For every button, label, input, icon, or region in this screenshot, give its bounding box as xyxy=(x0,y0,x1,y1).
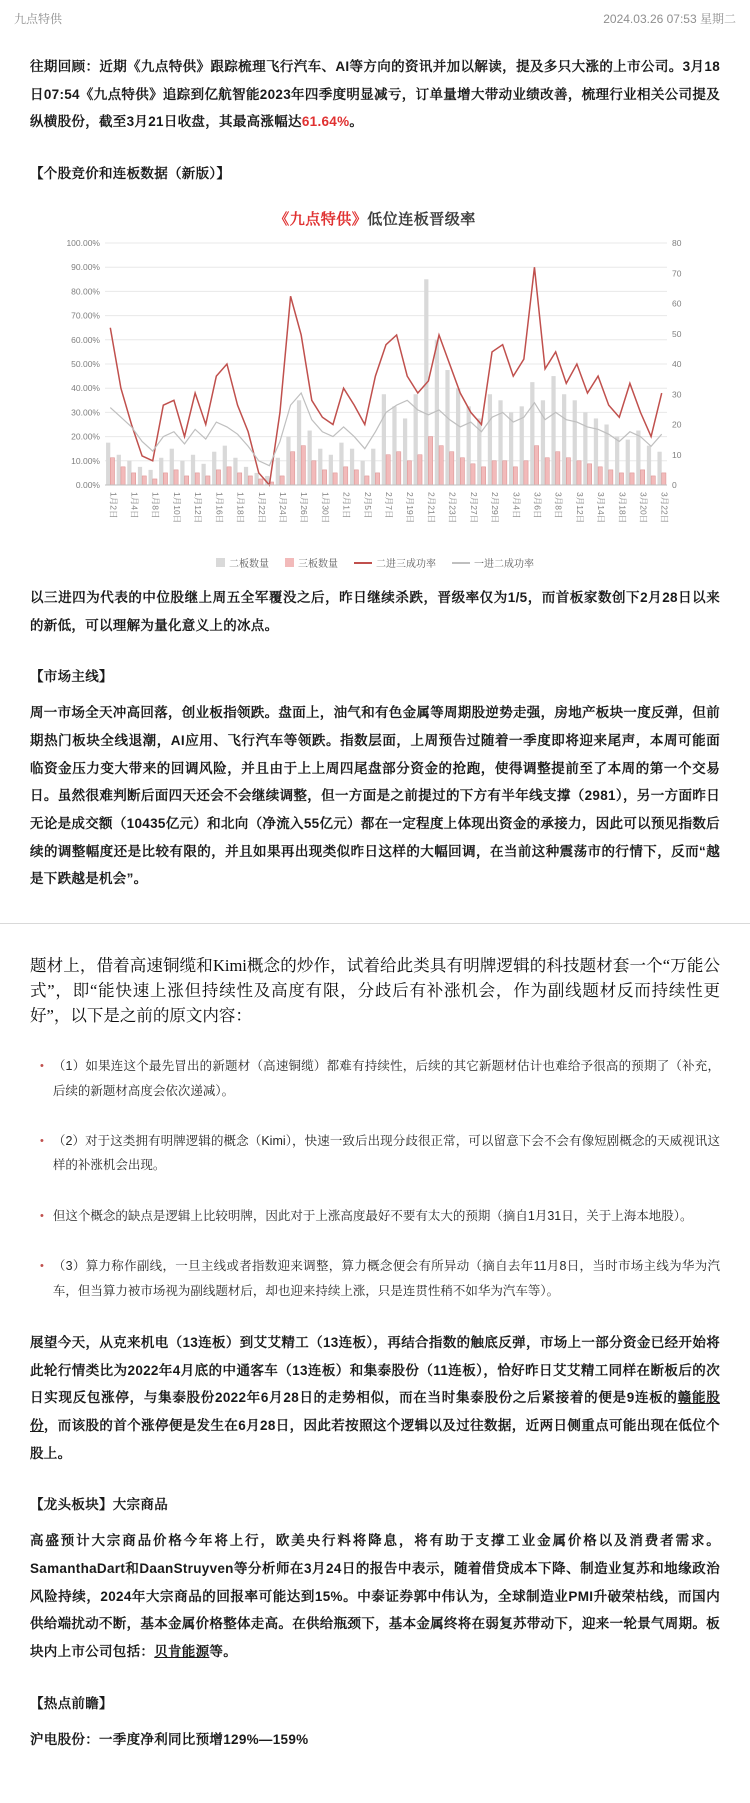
quote-bullet-text: （1）如果连这个最先冒出的新题材（高速铜缆）都难有持续性，后续的其它新题材估计也难给予很高的预期了（补充，后续的新题材高度会依次递减）。 xyxy=(52,1059,720,1098)
svg-text:80: 80 xyxy=(672,238,682,249)
svg-text:3月18日: 3月18日 xyxy=(617,492,628,524)
svg-text:70: 70 xyxy=(672,268,682,279)
svg-text:2月19日: 2月19日 xyxy=(405,492,416,524)
svg-text:20: 20 xyxy=(672,419,682,430)
quote-bullet-4 xyxy=(30,1254,720,1303)
levelup-chart-block xyxy=(35,208,715,570)
svg-text:30: 30 xyxy=(672,389,682,400)
quote-bullet-3 xyxy=(30,1204,720,1228)
svg-text:2月23日: 2月23日 xyxy=(447,492,458,524)
recap-highlight-percent: 61.64% xyxy=(301,114,350,130)
legend-label: 一进二成功率 xyxy=(474,559,534,571)
legend-item-一进二成功率 xyxy=(452,555,534,570)
paragraph-after-chart: 以三进四为代表的中位股继上周五全军覆没之后，昨日继续杀跌，晋级率仅为1/5，而首板家数创下2月28日以来的新低，可以理解为量化意义上的冰点。 xyxy=(30,590,720,633)
svg-text:1月12日: 1月12日 xyxy=(193,492,204,524)
svg-text:3月4日: 3月4日 xyxy=(511,492,522,519)
svg-text:2月21日: 2月21日 xyxy=(426,492,437,524)
svg-text:3月12日: 3月12日 xyxy=(574,492,585,524)
quote-bullet-2 xyxy=(30,1129,720,1178)
quote-bullet-text: （3）算力称作副线，一旦主线或者指数迎来调整，算力概念便会有所异动（摘自去年11月8日，当时市场主线为华为汽车，但当算力被市场视为副线题材后，却也迎来持续上涨，只是连贯性稍不如华为汽车等）。 xyxy=(52,1259,720,1298)
legend-label: 二进三成功率 xyxy=(376,559,436,571)
svg-text:40: 40 xyxy=(672,359,682,370)
recap-text: 往期回顾：近期《九点特供》跟踪梳理飞行汽车、AI等方向的资讯并加以解读，提及多只大涨的上市公司。3月18日07:54《九点特供》追踪到亿航智能2023年四季度明显减亏，订单量增大带动业绩改善，梳理行业相关公司提及纵横股份，截至3月21日收盘，其最高涨幅达 xyxy=(30,59,720,130)
svg-text:80.00%: 80.00% xyxy=(71,286,100,297)
stock-link-beiken[interactable]: 贝肯能源 xyxy=(154,1643,210,1659)
svg-text:3月8日: 3月8日 xyxy=(553,492,564,519)
svg-text:60.00%: 60.00% xyxy=(71,334,100,345)
svg-text:1月24日: 1月24日 xyxy=(277,492,288,524)
outlook-text: 展望今天，从克来机电（13连板）到艾艾精工（13连板），再结合指数的触底反弹，市场上一部分资金已经开始将此轮行情类比为2022年4月底的中通客车（13连板）和集泰股份（11连板），恰好昨日艾艾精工同样在断板后的次日实现反包涨停，与集泰股份2022年6月28日的走势相似，而在当时集泰股份之后紧接着的便是9连板的 xyxy=(30,1334,720,1406)
svg-text:1月8日: 1月8日 xyxy=(150,492,161,519)
quote-bullet-text: （2）对于这类拥有明牌逻辑的概念（Kimi），快速一致后出现分歧很正常，可以留意下会不会有像短剧概念的天威视讯这样的补涨机会出现。 xyxy=(52,1134,720,1173)
svg-text:90.00%: 90.00% xyxy=(71,262,100,273)
commodity-text-end: 等。 xyxy=(209,1643,238,1659)
outlook-text-end: ，而该股的首个涨停便是发生在6月28日，因此若按照这个逻辑以及过往数据，近两日侧重点可能出现在低位个股上。 xyxy=(30,1417,720,1461)
article-content xyxy=(0,33,750,1753)
article-datetime: 2024.03.26 07:53 星期二 xyxy=(603,12,736,26)
svg-text:50: 50 xyxy=(672,328,682,339)
paragraph-recap xyxy=(30,53,720,136)
svg-text:1月22日: 1月22日 xyxy=(256,492,267,524)
svg-text:0: 0 xyxy=(672,480,677,491)
bullet-icon: • xyxy=(40,1260,44,1273)
section-divider xyxy=(0,923,750,924)
paragraph-outlook xyxy=(30,1329,720,1467)
svg-text:40.00%: 40.00% xyxy=(71,383,100,394)
quote-intro: 题材上，借着高速铜缆和Kimi概念的炒作，试着给此类具有明牌逻辑的科技题材套一个“万能公式”，即“能快速上涨但持续性及高度有限，分歧后有补涨机会，作为副线题材反而持续性更好”，以下是之前的原文内容： xyxy=(30,956,720,1025)
svg-text:3月6日: 3月6日 xyxy=(532,492,543,519)
svg-text:2月29日: 2月29日 xyxy=(490,492,501,524)
svg-text:1月16日: 1月16日 xyxy=(214,492,225,524)
svg-text:1月2日: 1月2日 xyxy=(108,492,119,519)
legend-label: 二板数量 xyxy=(229,559,269,571)
bullet-icon: • xyxy=(40,1060,44,1073)
svg-text:3月22日: 3月22日 xyxy=(659,492,670,524)
article-header xyxy=(0,0,750,33)
paragraph-commodity xyxy=(30,1527,720,1665)
svg-text:2月5日: 2月5日 xyxy=(362,492,373,519)
svg-text:1月26日: 1月26日 xyxy=(299,492,310,524)
hotspot-item: 沪电股份：一季度净利同比预增129%—159% xyxy=(30,1731,309,1747)
svg-text:2月7日: 2月7日 xyxy=(384,492,394,519)
quote-bullet-text: 但这个概念的缺点是逻辑上比较明牌，因此对于上涨高度最好不要有太大的预期（摘自1月31日，关于上海本地股）。 xyxy=(52,1208,693,1223)
svg-text:1月10日: 1月10日 xyxy=(171,492,182,524)
svg-text:70.00%: 70.00% xyxy=(71,310,100,321)
bullet-icon: • xyxy=(40,1209,44,1222)
svg-text:0.00%: 0.00% xyxy=(75,480,100,491)
quote-bullet-1 xyxy=(30,1054,720,1103)
recap-text-end: 。 xyxy=(349,114,364,130)
svg-text:1月4日: 1月4日 xyxy=(129,492,140,519)
levelup-chart-svg xyxy=(51,231,699,551)
chart-title xyxy=(35,208,715,229)
chart-title-brand: 《九点特供》 xyxy=(274,211,368,229)
svg-text:1月18日: 1月18日 xyxy=(235,492,246,524)
svg-text:30.00%: 30.00% xyxy=(71,407,100,418)
legend-line-swatch xyxy=(452,562,470,564)
svg-text:100.00%: 100.00% xyxy=(66,238,100,249)
svg-text:10.00%: 10.00% xyxy=(71,455,100,466)
legend-bar-swatch xyxy=(216,558,225,567)
heading-hotspot: 【热点前瞻】 xyxy=(30,1695,113,1711)
heading-stock-data: 【个股竞价和连板数据（新版）】 xyxy=(30,166,231,182)
svg-text:1月30日: 1月30日 xyxy=(320,492,331,524)
article-source: 九点特供 xyxy=(14,12,63,26)
stock-link-ganneng[interactable]: 赣能股份 xyxy=(30,1390,720,1433)
legend-bar-swatch xyxy=(285,558,294,567)
legend-label: 三板数量 xyxy=(298,559,338,571)
heading-market-mainline: 【市场主线】 xyxy=(30,669,113,685)
legend-item-二进三成功率 xyxy=(354,555,436,570)
chart-title-rest: 低位连板晋级率 xyxy=(367,211,476,229)
legend-line-swatch xyxy=(354,562,372,564)
bullet-icon: • xyxy=(40,1135,44,1148)
svg-text:3月14日: 3月14日 xyxy=(596,492,607,524)
svg-text:3月20日: 3月20日 xyxy=(638,492,649,524)
commodity-text: 高盛预计大宗商品价格今年将上行，欧美央行料将降息，将有助于支撑工业金属价格以及消费者需求。SamanthaDart和DaanStruyven等分析师在3月24日的报告中表示，随着借贷成本下降、制造业复苏和地缘政治风险持续，2024年大宗商品的回报率可能达到15%。中泰证券郭中伟认为，全球制造业PMI升破荣枯线，而国内供给端扰动不断，基本金属价格整体走高。在供给瓶颈下，基本金属终将在弱复苏带动下，迎来一轮景气周期。板块内上市公司包括： xyxy=(30,1533,720,1659)
svg-text:2月27日: 2月27日 xyxy=(468,492,479,524)
svg-text:10: 10 xyxy=(672,449,682,460)
svg-text:50.00%: 50.00% xyxy=(71,359,100,370)
chart-legend xyxy=(35,555,715,570)
heading-leader-sector: 【龙头板块】大宗商品 xyxy=(30,1497,168,1513)
svg-text:20.00%: 20.00% xyxy=(71,431,100,442)
svg-text:2月1日: 2月1日 xyxy=(341,492,352,519)
paragraph-market: 周一市场全天冲高回落，创业板指领跌。盘面上，油气和有色金属等周期股逆势走强，房地产板块一度反弹，但前期热门板块全线退潮，AI应用、飞行汽车等领跌。指数层面，上周预告过随着一季度即将迎来尾声，本周可能面临资金压力变大带来的回调风险，并且由于上上周四尾盘部分资金的抢跑，使得调整提前至了本周的第一个交易日。虽然很难判断后面四天还会不会继续调整，但一方面是之前提过的下方有半年线支撑（2981），另一方面昨日无论是成交额（10435亿元）和北向（净流入55亿元）都在一定程度上体现出资金的承接力，因此可以预见指数后续的调整幅度还是比较有限的，并且如果再出现类似昨日这样的大幅回调，在当前这种震荡市的行情下，反而“越是下跌越是机会”。 xyxy=(30,705,720,887)
legend-item-二板数量 xyxy=(216,555,269,570)
legend-item-三板数量 xyxy=(285,555,338,570)
svg-text:60: 60 xyxy=(672,298,682,309)
